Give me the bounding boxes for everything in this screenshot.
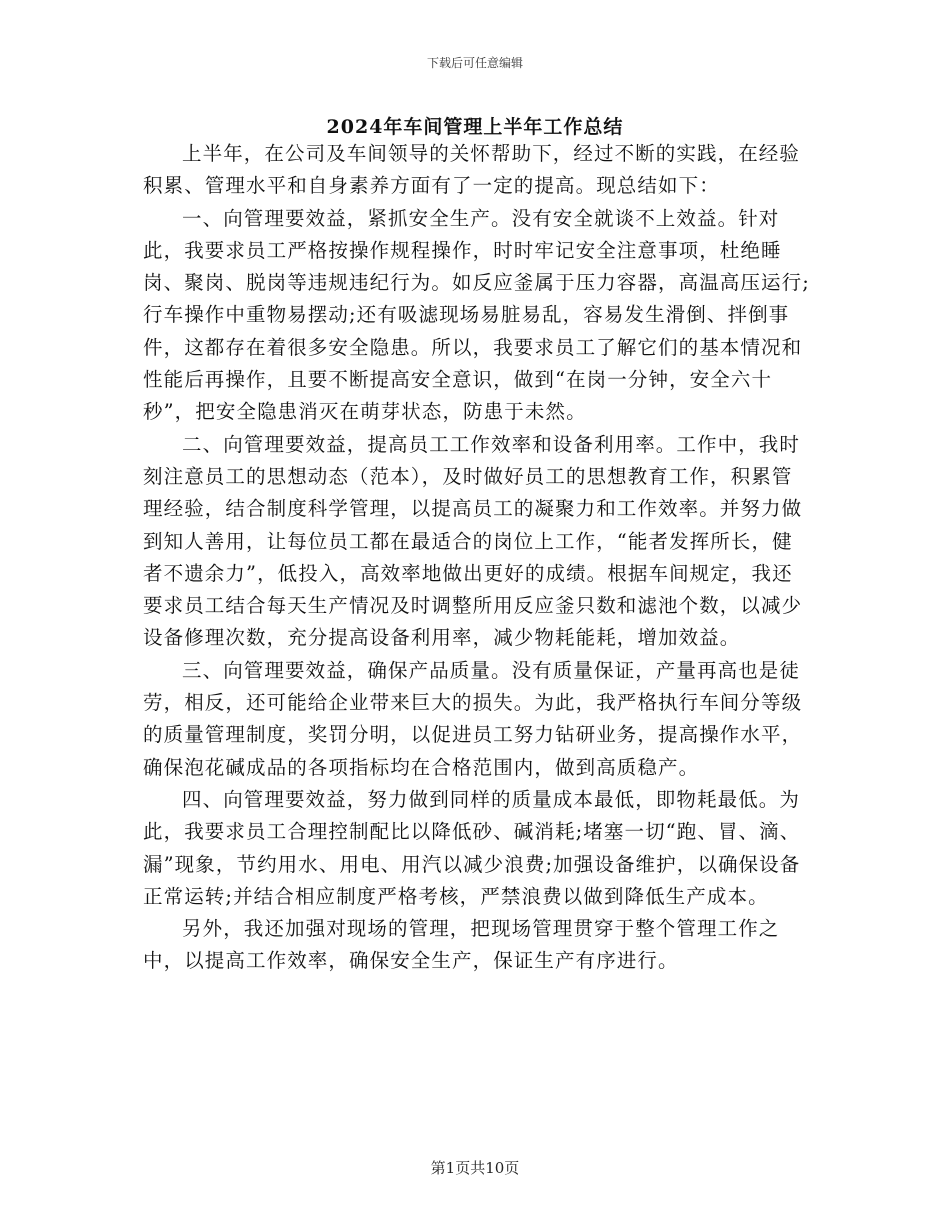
paragraph-cost: 四、向管理要效益，努力做到同样的质量成本最低，即物耗最低。为此，我要求员工合理控制配比以降低砂、碱消耗;堵塞一切“跑、冒、滴、漏”现象，节约用水、用电、用汽以减少浪费;加强设备维护，以确保设备正常运转;并结合相应制度严格考核，严禁浪费以做到降低生产成本。 — [143, 787, 801, 908]
paragraph-site-management: 另外，我还加强对现场的管理，把现场管理贯穿于整个管理工作之中，以提高工作效率，确保安全生产，保证生产有序进行。 — [143, 917, 780, 973]
paragraph-quality: 三、向管理要效益，确保产品质量。没有质量保证，产量再高也是徒劳，相反，还可能给企业带来巨大的损失。为此，我严格执行车间分等级的质量管理制度，奖罚分明，以促进员工努力钻研业务，提高操作水平，确保泡花碱成品的各项指标均在合格范围内，做到高质稳产。 — [143, 658, 803, 779]
page-footer: 第1页共10页 — [430, 1159, 520, 1177]
paragraph-intro: 上半年，在公司及车间领导的关怀帮助下，经过不断的实践，在经验积累、管理水平和自身素养方面有了一定的提高。现总结如下： — [143, 142, 801, 198]
paragraph-safety: 一、向管理要效益，紧抓安全生产。没有安全就谈不上效益。针对此，我要求员工严格按操作规程操作，时时牢记安全注意事项，杜绝睡岗、聚岗、脱岗等违规违纪行为。如反应釜属于压力容器，高温高压运行;行车操作中重物易摆动;还有吸滤现场易脏易乱，容易发生滑倒、拌倒事件，这都存在着很多安全隐患。所以，我要求员工了解它们的基本情况和性能后再操作，且要不断提高安全意识，做到“在岗一分钟，安全六十秒”，把安全隐患消灭在萌芽状态，防患于未然。 — [143, 206, 810, 424]
document-body — [143, 138, 811, 978]
paragraph-efficiency: 二、向管理要效益，提高员工工作效率和设备利用率。工作中，我时刻注意员工的思想动态（范本），及时做好员工的思想教育工作，积累管理经验，结合制度科学管理，以提高员工的凝聚力和工作效率。并努力做到知人善用，让每位员工都在最适合的岗位上工作，“能者发挥所长，健者不遗余力”，低投入，高效率地做出更好的成绩。根据车间规定，我还要求员工结合每天生产情况及时调整所用反应釜只数和滤池个数，以减少设备修理次数，充分提高设备利用率，减少物耗能耗，增加效益。 — [143, 432, 803, 650]
document-title: 2024年车间管理上半年工作总结 — [326, 116, 624, 138]
header-note: 下载后可任意编辑 — [426, 56, 523, 70]
